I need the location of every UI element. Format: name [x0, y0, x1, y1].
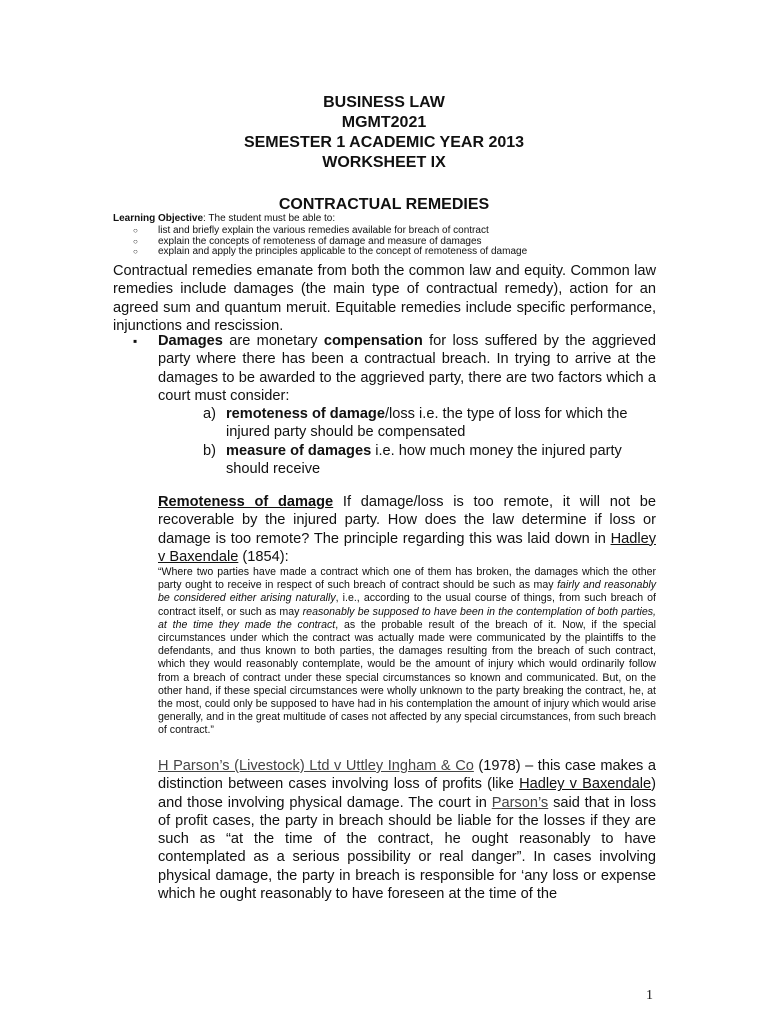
remoteness-paragraph: Remoteness of damage If damage/loss is too remote, it will not be recoverable by the injured party. How does the law determine if loss or damage is too remote? The principle regarding this was laid down in Hadley v Baxendale (1854):	[158, 494, 657, 565]
header-code: MGMT2021	[341, 114, 427, 131]
learning-objective	[113, 214, 335, 225]
header-course: BUSINESS LAW	[323, 94, 445, 111]
square-bullet-icon: ▪	[133, 334, 138, 348]
document-header	[0, 93, 768, 173]
circle-bullet-icon: ○	[133, 247, 138, 257]
circle-bullet-icon: ○	[133, 226, 138, 235]
case-citation: Hadley v Baxendale	[519, 776, 652, 793]
learning-objective-list	[133, 226, 527, 258]
learning-objective-text: : The student must be able to:	[203, 213, 336, 224]
parsons-paragraph: H Parson’s (Livestock) Ltd v Uttley Ingham & Co (1978) – this case makes a distinction between cases involving loss of profits (like Hadley v Baxendale) and those involving physical damage. The court in Parson’s said that in loss of profit cases, the party in breach should be liable for the losses if they are such as “at the time of the contract, he ought reasonably to have contemplated as a serious possibility or real danger”. In cases involving physical damage, the party in breach is responsible for ‘any loss or expense which he ought reasonably to have foreseen at the time of the	[158, 758, 657, 903]
list-item: ○ list and briefly explain the various remedies available for breach of contract	[133, 225, 489, 236]
case-citation: Hadley v Baxendale	[158, 530, 656, 565]
list-item: ○ explain and apply the principles applicable to the concept of remoteness of damage	[133, 246, 528, 258]
circle-bullet-icon: ○	[133, 236, 138, 246]
header-worksheet: WORKSHEET IX	[322, 154, 446, 171]
case-citation: Parson’s	[491, 794, 549, 811]
damages-paragraph: ▪ Damages are monetary compensation for loss suffered by the aggrieved party where there has been a contractual breach. In trying to arrive at the damages to be awarded to the aggrieved party, there are two factors which a court must consider:	[133, 333, 656, 404]
header-semester: SEMESTER 1 ACADEMIC YEAR 2013	[243, 134, 525, 151]
list-item: ○ explain the concepts of remoteness of damage and measure of damages	[133, 235, 482, 247]
intro-paragraph: Contractual remedies emanate from both the common law and equity. Common law remedies include damages (the main type of contractual remedy), action for an agreed sum and quantum meruit. Equitable remedies include specific performance, injunctions and rescission.	[113, 263, 656, 334]
section-title: CONTRACTUAL REMEDIES	[278, 196, 490, 213]
learning-objective-label: Learning Objective	[113, 213, 204, 224]
factor-item: b) measure of damages i.e. how much money the injured party should receive	[203, 443, 622, 478]
factor-item: a) remoteness of damage/loss i.e. the type of loss for which the injured party should be compensated	[203, 406, 628, 441]
page-number: 1	[646, 988, 653, 1003]
case-citation: H Parson’s (Livestock) Ltd v Uttley Ingham & Co	[158, 758, 474, 774]
hadley-quote: “Where two parties have made a contract which one of them has broken, the damages which the other party ought to receive in respect of such breach of contract should be such as may fairly and reasonably be considered either arising naturally, i.e., according to the usual course of things, from such breach of contract itself, or such as may reasonably be supposed to have been in the contemplation of both parties, at the time they made the contract, as the probable result of the breach of it. Now, if the special circumstances under which the contract was actually made were communicated by the plaintiffs to the defendants, and thus known to both parties, the damages resulting from the breach of such contract, which they would reasonably contemplate, would be the amount of injury which would ordinarily follow from a breach of contract under these special circumstances so known and communicated. But, on the other hand, if these special circumstances were wholly unknown to the party breaking the contract, he, at the most, could only be supposed to have had in his contemplation the amount of injury which would arise generally, and in the great multitude of cases not affected by any special circumstances, from such breach of contract.”	[158, 566, 656, 737]
